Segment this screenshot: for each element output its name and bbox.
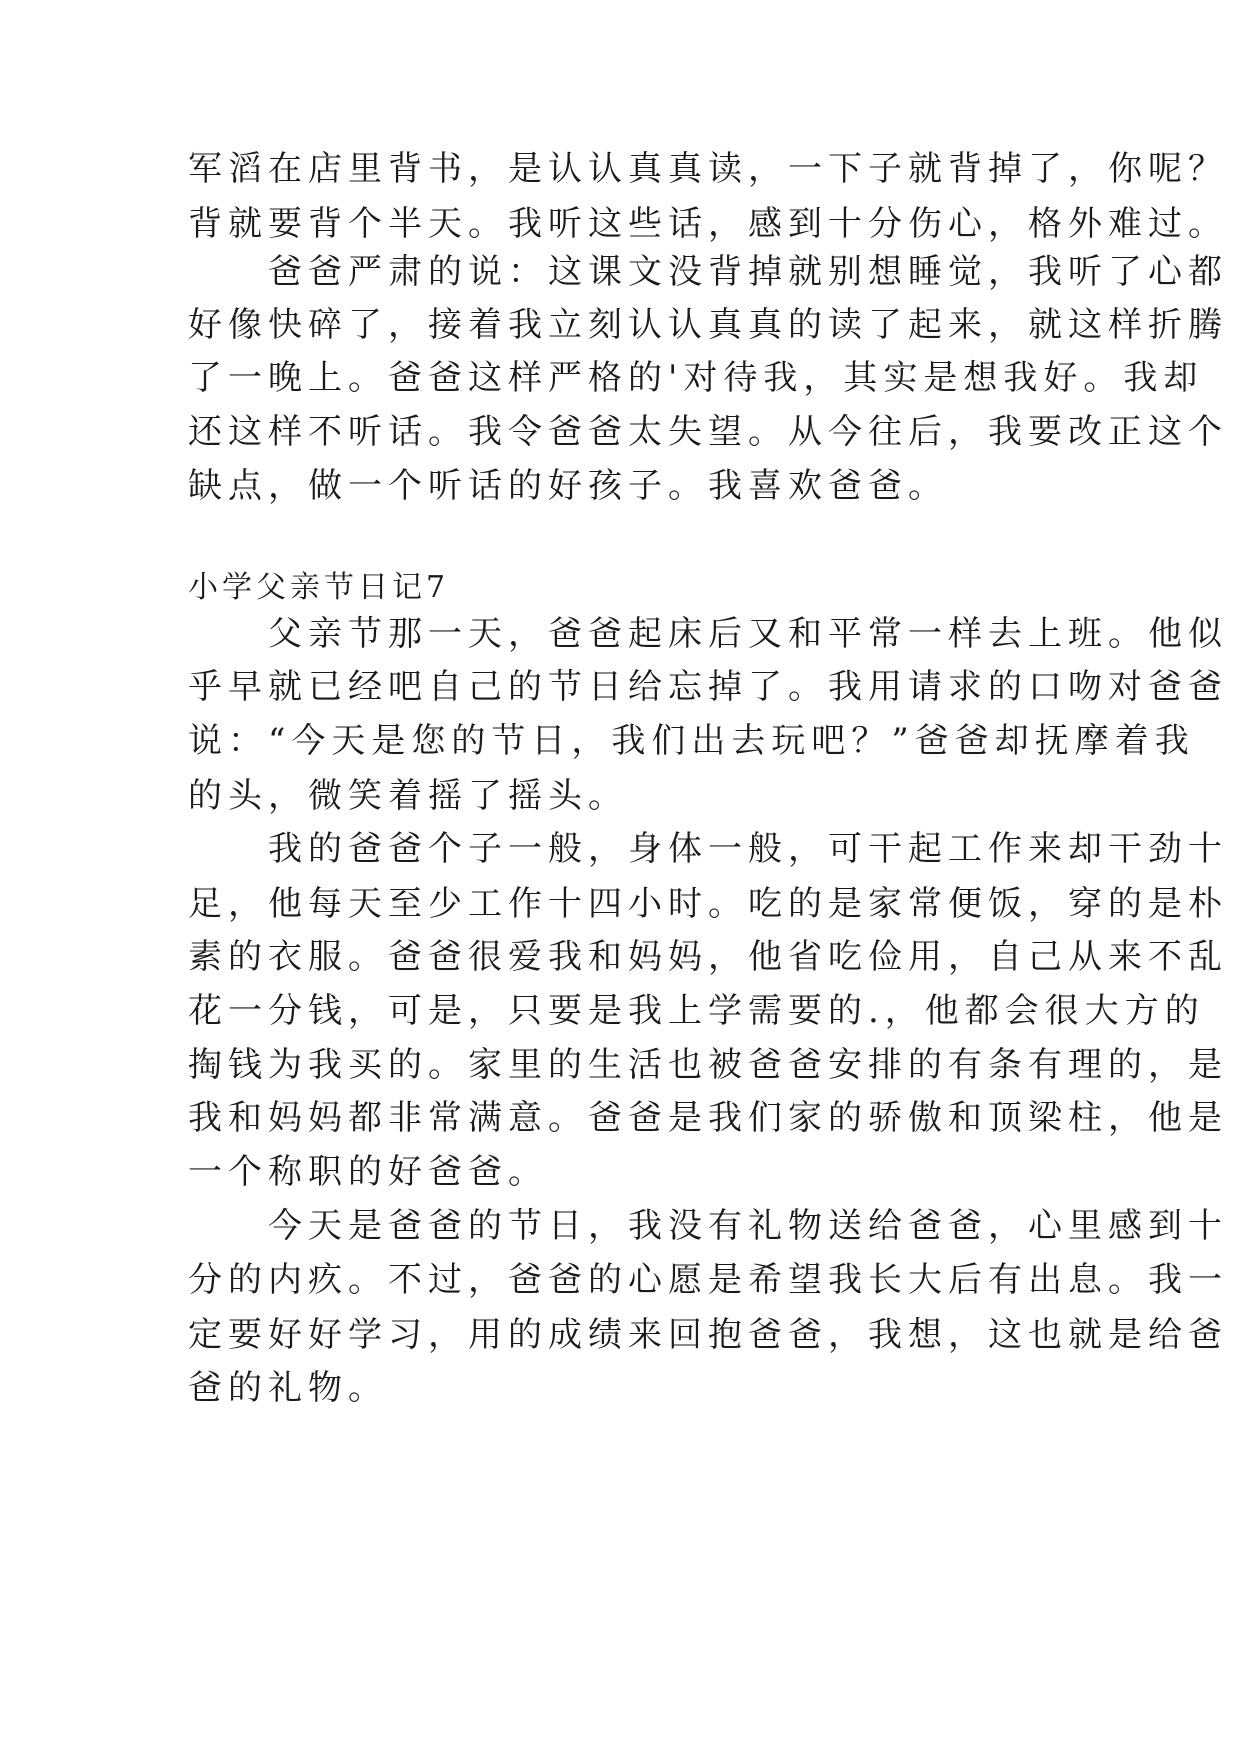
text-line: 好像快碎了，接着我立刻认认真真的读了起来，就这样折腾 xyxy=(188,305,1228,345)
text-line: 背就要背个半天。我听这些话，感到十分伤心，格外难过。 xyxy=(188,204,1228,244)
text-line: 花一分钱，可是，只要是我上学需要的.，他都会很大方的 xyxy=(188,991,1205,1031)
text-line: 今天是爸爸的节日，我没有礼物送给爸爸，心里感到十 xyxy=(188,1206,1228,1246)
text-line: 分的内疚。不过，爸爸的心愿是希望我长大后有出息。我一 xyxy=(188,1260,1228,1300)
text-line: 掏钱为我买的。家里的生活也被爸爸安排的有条有理的，是 xyxy=(188,1045,1228,1085)
text-line: 我和妈妈都非常满意。爸爸是我们家的骄傲和顶梁柱，他是 xyxy=(188,1098,1228,1138)
section-heading: 小学父亲节日记7 xyxy=(188,570,450,605)
text-line: 了一晚上。爸爸这样严格的'对待我，其实是想我好。我却 xyxy=(188,358,1204,398)
text-line: 素的衣服。爸爸很爱我和妈妈，他省吃俭用，自己从来不乱 xyxy=(188,937,1228,977)
text-line: 我的爸爸个子一般，身体一般，可干起工作来却干劲十 xyxy=(188,829,1228,869)
text-line: 乎早就已经吧自己的节日给忘掉了。我用请求的口吻对爸爸 xyxy=(188,667,1228,707)
text-line: 还这样不听话。我令爸爸太失望。从今往后，我要改正这个 xyxy=(188,412,1228,452)
text-line: 定要好好学习，用的成绩来回抱爸爸，我想，这也就是给爸 xyxy=(188,1315,1228,1355)
text-line: 父亲节那一天，爸爸起床后又和平常一样去上班。他似 xyxy=(188,614,1228,654)
text-line: 缺点，做一个听话的好孩子。我喜欢爸爸。 xyxy=(188,466,948,506)
text-line: 说：“今天是您的节日，我们出去玩吧？”爸爸却抚摩着我 xyxy=(188,721,1195,761)
text-line: 一个称职的好爸爸。 xyxy=(188,1152,548,1192)
text-line: 足，他每天至少工作十四小时。吃的是家常便饭，穿的是朴 xyxy=(188,884,1228,924)
text-line: 爸的礼物。 xyxy=(188,1368,388,1408)
text-line: 的头，微笑着摇了摇头。 xyxy=(188,776,628,816)
text-line: 军滔在店里背书，是认认真真读，一下子就背掉了，你呢？ xyxy=(188,149,1228,189)
text-line: 爸爸严肃的说：这课文没背掉就别想睡觉，我听了心都 xyxy=(188,252,1228,292)
